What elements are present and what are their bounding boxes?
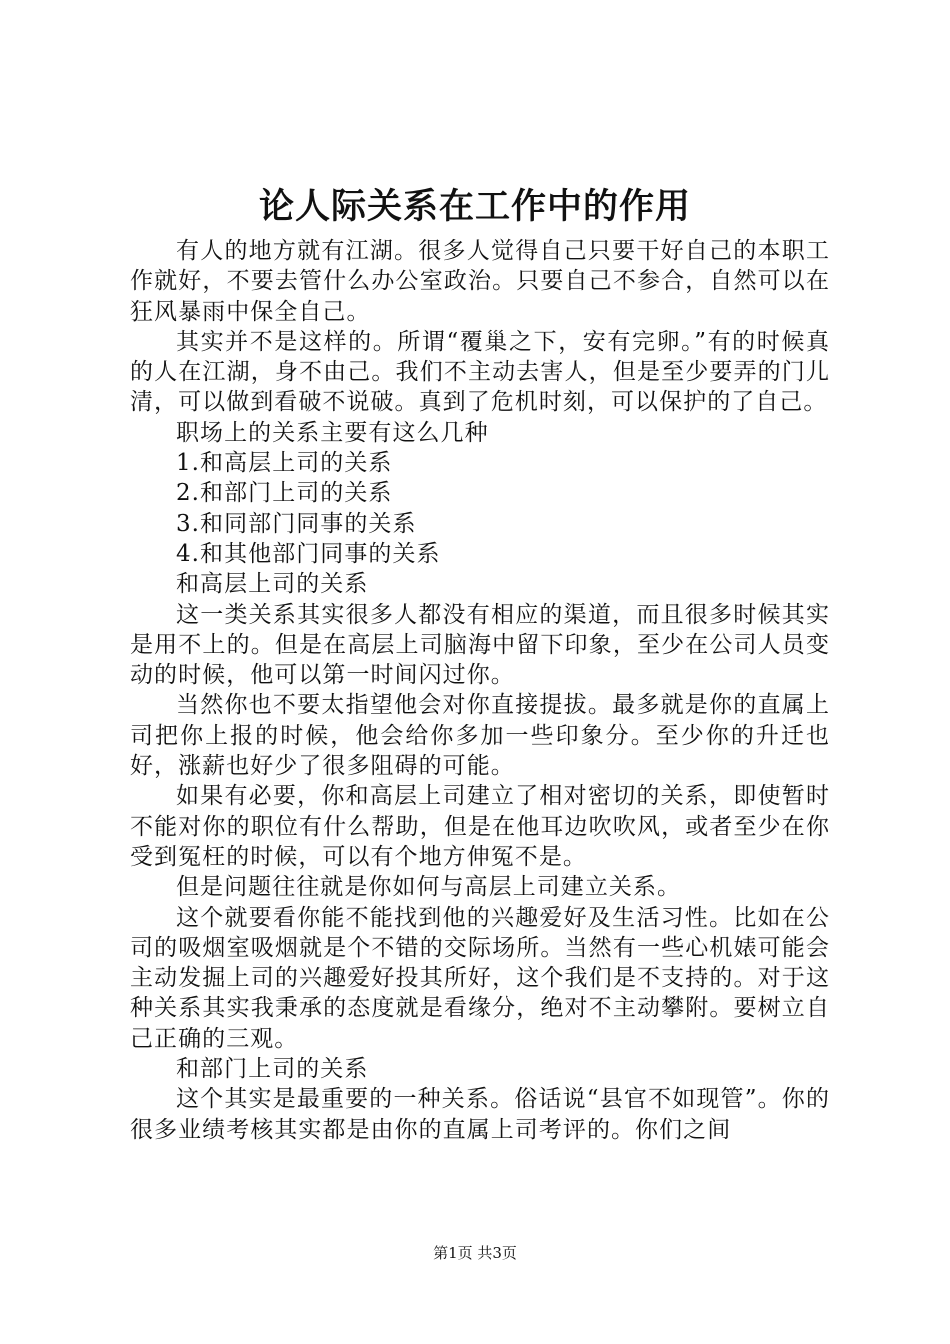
list-item: 1.和高层上司的关系 <box>176 450 393 477</box>
paragraph: 当然你也不要太指望他会对你直接提拔。最多就是你的直属上司把你上报的时候，他会给你多加一些印象分。至少你的升迁也好，涨薪也好少了很多阻碍的可能。 <box>130 692 830 780</box>
section-heading: 和部门上司的关系 <box>176 1056 369 1083</box>
list-item: 3.和同部门同事的关系 <box>176 510 417 537</box>
document-body <box>130 236 830 1145</box>
list-item: 2.和部门上司的关系 <box>176 480 393 507</box>
paragraph: 这一类关系其实很多人都没有相应的渠道，而且很多时候其实是用不上的。但是在高层上司脑海中留下印象，至少在公司人员变动的时候，他可以第一时间闪过你。 <box>130 601 830 689</box>
page-footer: 第1页 共3页 <box>433 1244 517 1262</box>
paragraph: 职场上的关系主要有这么几种 <box>176 419 489 446</box>
paragraph: 其实并不是这样的。所谓“覆巢之下，安有完卵。”有的时候真的人在江湖，身不由己。我们不主动去害人，但是至少要弄的门儿清，可以做到看破不说破。真到了危机时刻，可以保护的了自己。 <box>130 328 830 416</box>
paragraph: 有人的地方就有江湖。很多人觉得自己只要干好自己的本职工作就好，不要去管什么办公室政治。只要自己不参合，自然可以在狂风暴雨中保全自己。 <box>130 238 830 325</box>
list-item: 4.和其他部门同事的关系 <box>176 540 441 567</box>
page-title: 论人际关系在工作中的作用 <box>258 186 691 227</box>
paragraph: 但是问题往往就是你如何与高层上司建立关系。 <box>176 874 682 901</box>
paragraph: 这个其实是最重要的一种关系。俗话说“县官不如现管”。你的很多业绩考核其实都是由你的直属上司考评的。你们之间 <box>130 1086 830 1143</box>
section-heading: 和高层上司的关系 <box>176 571 369 598</box>
paragraph: 这个就要看你能不能找到他的兴趣爱好及生活习性。比如在公司的吸烟室吸烟就是个不错的交际场所。当然有一些心机婊可能会主动发掘上司的兴趣爱好投其所好，这个我们是不支持的。对于这种关系其实我秉承的态度就是看缘分，绝对不主动攀附。要树立自己正确的三观。 <box>130 904 830 1052</box>
paragraph: 如果有必要，你和高层上司建立了相对密切的关系，即使暂时不能对你的职位有什么帮助，但是在他耳边吹吹风，或者至少在你受到冤枉的时候，可以有个地方伸冤不是。 <box>130 783 830 870</box>
